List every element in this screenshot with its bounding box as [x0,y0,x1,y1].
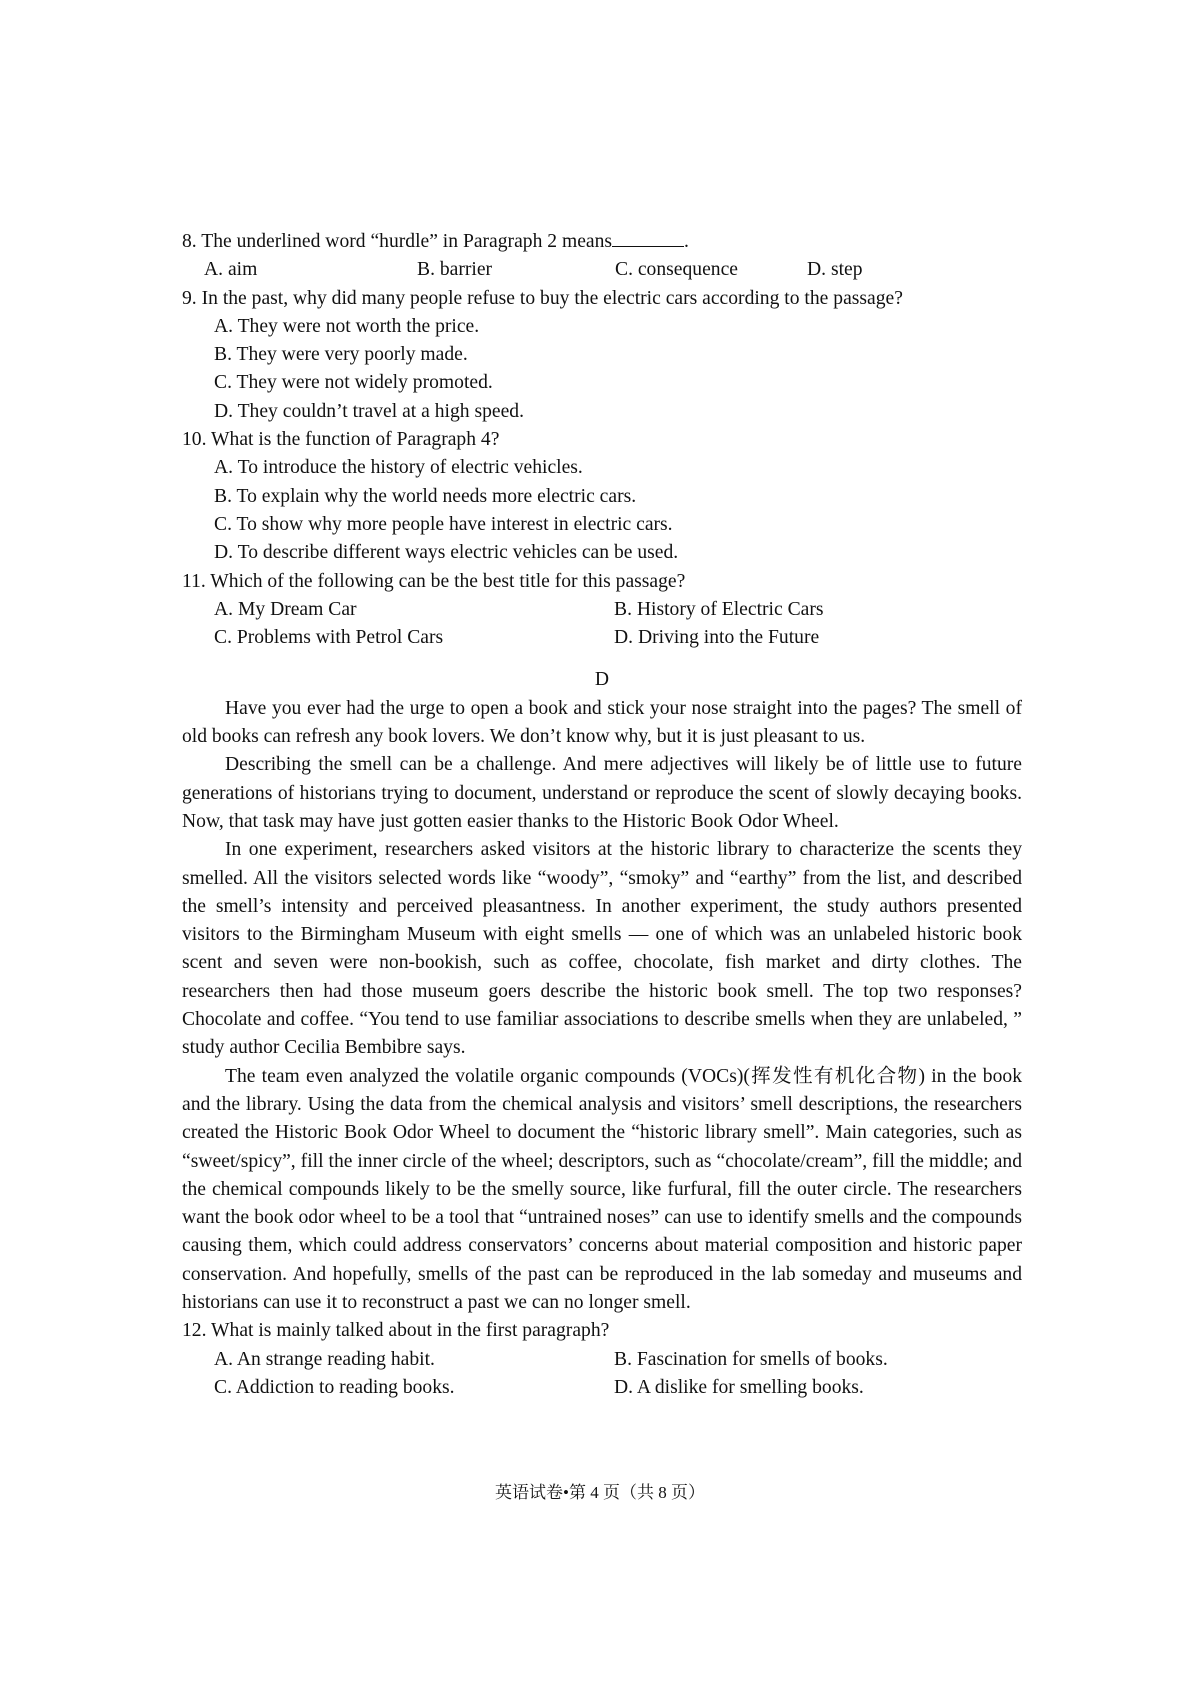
option-9d: D. They couldn’t travel at a high speed. [214,400,524,422]
option-8c: C. consequence [615,259,738,281]
option-8b: B. barrier [417,259,493,281]
section-heading: D [594,669,610,691]
question-8-stem [182,228,1022,256]
page-footer: 英语试卷•第 4 页（共 8 页） [495,1483,705,1502]
question-11-stem: 11. Which of the following can be the best title for this passage? [182,570,686,592]
option-9a: A. They were not worth the price. [214,315,480,337]
option-11d: D. Driving into the Future [614,627,820,649]
question-11-options-row-2 [182,624,1022,652]
page-content [182,228,1022,1402]
question-9-stem: 9. In the past, why did many people refuse to buy the electric cars according to the passage? [182,287,903,309]
option-11b: B. History of Electric Cars [614,598,824,620]
option-12d: D. A dislike for smelling books. [614,1376,864,1398]
option-12c: C. Addiction to reading books. [214,1376,455,1398]
option-12a: A. An strange reading habit. [214,1348,435,1370]
question-12-stem: 12. What is mainly talked about in the first paragraph? [182,1320,610,1342]
option-9c: C. They were not widely promoted. [214,372,493,394]
option-11a: A. My Dream Car [214,598,357,620]
option-9b: B. They were very poorly made. [214,344,468,366]
question-8-options [182,256,1022,284]
option-8d: D. step [807,259,863,281]
option-8a: A. aim [204,259,258,281]
option-10b: B. To explain why the world needs more electric cars. [214,485,637,507]
passage-paragraph-4: The team even analyzed the volatile organic compounds (VOCs)(挥发性有机化合物) in the book and the library. Using the data from the chemical analysis and visitors’ smell descriptions, the researchers created the Historic Book Odor Wheel to document the “historic library smell”. Main categories, such as “sweet/spicy”, fill the inner circle of the wheel; descriptors, such as “chocolate/cream”, fill the middle; and the chemical compounds likely to be the smelly source, like furfural, fill the outer circle. The researchers want the book odor wheel to be a tool that “untrained noses” can use to identify smells and the compounds causing them, which could address conservators’ concerns about material composition and historic paper conservation. And hopefully, smells of the past can be reproduced in the lab someday and museums and historians can use it to reconstruct a past we can no longer smell. [182,1065,1022,1313]
option-10c: C. To show why more people have interest in electric cars. [214,513,673,535]
question-8-stem-end: . [684,231,689,252]
question-12-options-row-1 [182,1346,1022,1374]
question-12-options-row-2 [182,1374,1022,1402]
passage-paragraph-1: Have you ever had the urge to open a book and stick your nose straight into the pages? The smell of old books can refresh any book lovers. We don’t know why, but it is just pleasant to us. [182,697,1022,748]
option-10d: D. To describe different ways electric vehicles can be used. [214,542,679,564]
option-10a: A. To introduce the history of electric vehicles. [214,457,583,479]
question-10-stem: 10. What is the function of Paragraph 4? [182,429,500,451]
question-8-stem-text: 8. The underlined word “hurdle” in Paragraph 2 means [182,231,613,252]
passage-paragraph-3: In one experiment, researchers asked visitors at the historic library to characterize the scents they smelled. All the visitors selected words like “woody”, “smoky” and “earthy” from the list, and described the smell’s intensity and perceived pleasantness. In another experiment, the study authors presented visitors to the Birmingham Museum with eight smells — one of which was an unlabeled historic book scent and seven were non-bookish, such as coffee, chocolate, fish market and dirty clothes. The researchers then had those museum goers describe the historic book smell. The top two responses? Chocolate and coffee. “You tend to use familiar associations to describe smells when they are unlabeled, ” study author Cecilia Bembibre says. [182,839,1022,1059]
answer-blank [612,228,684,247]
option-11c: C. Problems with Petrol Cars [214,627,444,649]
passage-paragraph-2: Describing the smell can be a challenge. And mere adjectives will likely be of little use to future generations of historians trying to document, understand or reproduce the scent of slowly decaying books. Now, that task may have just gotten easier thanks to the Historic Book Odor Wheel. [182,754,1022,832]
option-12b: B. Fascination for smells of books. [614,1348,888,1370]
question-11-options-row-1 [182,596,1022,624]
